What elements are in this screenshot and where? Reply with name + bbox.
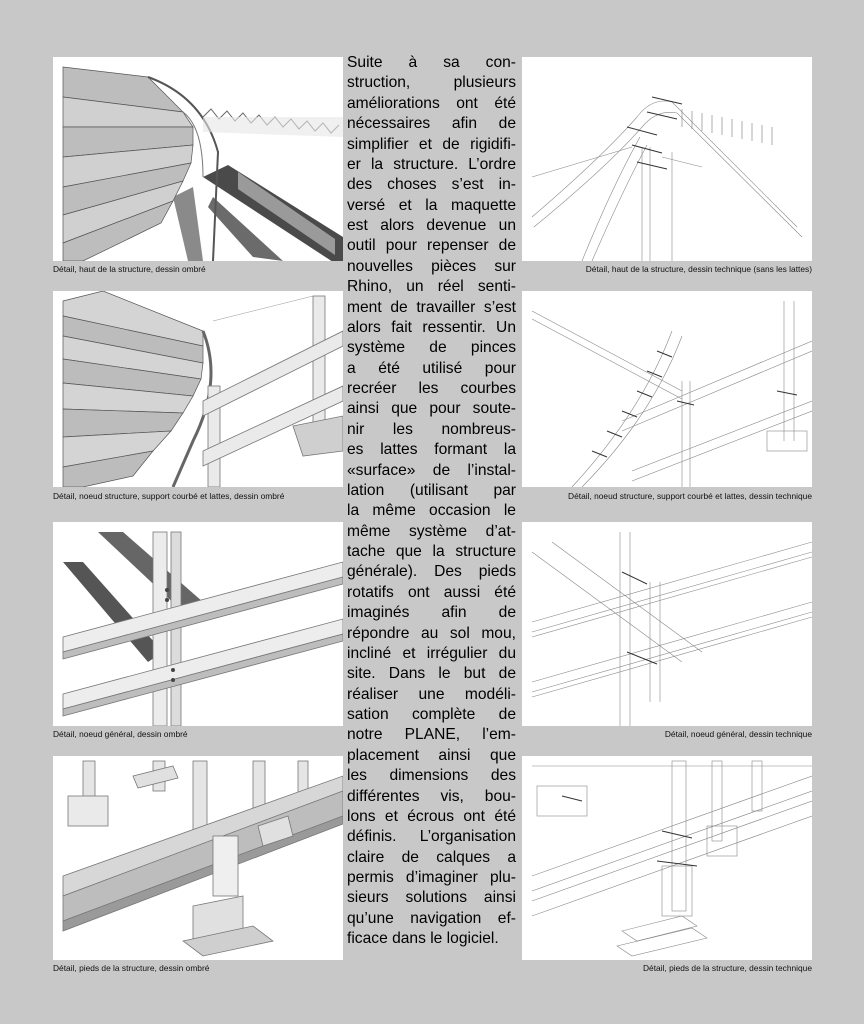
body-text-line: struction, plusieurs [347,74,516,92]
body-text-line: incliné et irrégulier du [347,644,516,662]
roof-top-technical-drawing [522,57,812,261]
body-text-line: même système d’at- [347,522,516,540]
figure-feet-shaded-caption: Détail, pieds de la structure, dessin ombré [53,963,210,973]
general-node-shaded-drawing [53,522,343,726]
body-text-line: répondre au sol mou, [347,624,516,642]
body-text-line: générale). Des pieds [347,563,516,581]
body-text-line: permis d’imaginer plu- [347,869,516,886]
body-text-line: versé et la maquette [347,196,516,214]
figure-roof-top-technical-caption: Détail, haut de la structure, dessin technique (sans les lattes) [585,264,812,274]
body-text-line: ficace dans le logiciel. [347,930,499,948]
node-curved-support-shaded-drawing [53,291,343,487]
body-text-line: Suite à sa con- [347,54,516,71]
body-text-line: tache que la structure [347,543,516,560]
figure-general-node-technical [522,522,812,726]
body-text-line: rotatifs ont aussi été [347,583,516,601]
roof-top-shaded-drawing [53,57,343,261]
body-text-line: nouvelles pièces sur [347,257,516,275]
body-text-line: est alors devenue un [347,217,516,234]
body-text-line: différentes vis, bou- [347,787,516,805]
body-text-line: nir les nombreus- [347,420,516,438]
body-text-line: des choses s’est in- [347,176,516,194]
body-text-line: imaginés afin de [347,604,516,622]
figure-feet-shaded [53,756,343,960]
figure-general-node-shaded-caption: Détail, noeud général, dessin ombré [53,729,188,739]
body-text-line: la même occasion le [347,502,516,520]
body-text-line: système de pinces [347,339,516,357]
body-text-line: site. Dans le but de [347,665,516,683]
body-text-line: lons et écrous ont été [347,807,516,825]
body-text-line: ainsi que pour soute- [347,400,516,418]
figure-feet-technical [522,756,812,960]
body-text-line: outil pour repenser de [347,237,516,255]
feet-shaded-drawing [53,756,343,960]
body-text-line: notre PLANE, l’em- [347,726,516,744]
body-text-line: alors fait ressentir. Un [347,318,516,336]
body-text-line: définis. L’organisation [347,828,516,846]
body-text-line: recréer les courbes [347,380,516,397]
body-text-line: simplifier et de rigidifi- [347,135,516,153]
body-text-line: nécessaires afin de [347,115,516,133]
body-text-line: claire de calques a [347,848,516,866]
body-text-line: Rhino, un réel senti- [347,278,516,296]
figure-node-curved-support-shaded-caption: Détail, noeud structure, support courbé et lattes, dessin ombré [53,491,285,501]
body-text-line: les dimensions des [347,767,516,785]
body-text-line: «surface» de l’instal- [347,461,516,479]
body-text-line: placement ainsi que [347,746,516,764]
figure-general-node-shaded [53,522,343,726]
figure-feet-technical-caption: Détail, pieds de la structure, dessin technique [643,963,812,973]
body-text-line: es lattes formant la [347,441,516,459]
body-text-line: lation (utilisant par [347,481,516,499]
body-text-line: ment de travailler s’est [347,298,516,316]
body-text-line: sation complète de [347,706,516,723]
figure-general-node-technical-caption: Détail, noeud général, dessin technique [664,729,812,739]
body-text-line: er la structure. L’ordre [347,155,516,173]
body-text-line: sieurs solutions ainsi [347,889,516,907]
node-curved-support-technical-drawing [522,291,812,487]
figure-node-curved-support-technical [522,291,812,487]
feet-technical-drawing [522,756,812,960]
figure-node-curved-support-shaded [53,291,343,487]
figure-roof-top-shaded [53,57,343,261]
figure-roof-top-shaded-caption: Détail, haut de la structure, dessin ombré [53,264,206,274]
body-text-line: qu’une navigation ef- [347,909,516,927]
body-text-line: améliorations ont été [347,94,516,112]
figure-node-curved-support-technical-caption: Détail, noeud structure, support courbé et lattes, dessin technique [568,491,812,501]
body-text-line: a été utilisé pour [347,359,516,377]
body-text-line: réaliser une modéli- [347,685,516,703]
body-text-column [347,53,516,950]
general-node-technical-drawing [522,522,812,726]
figure-roof-top-technical [522,57,812,261]
